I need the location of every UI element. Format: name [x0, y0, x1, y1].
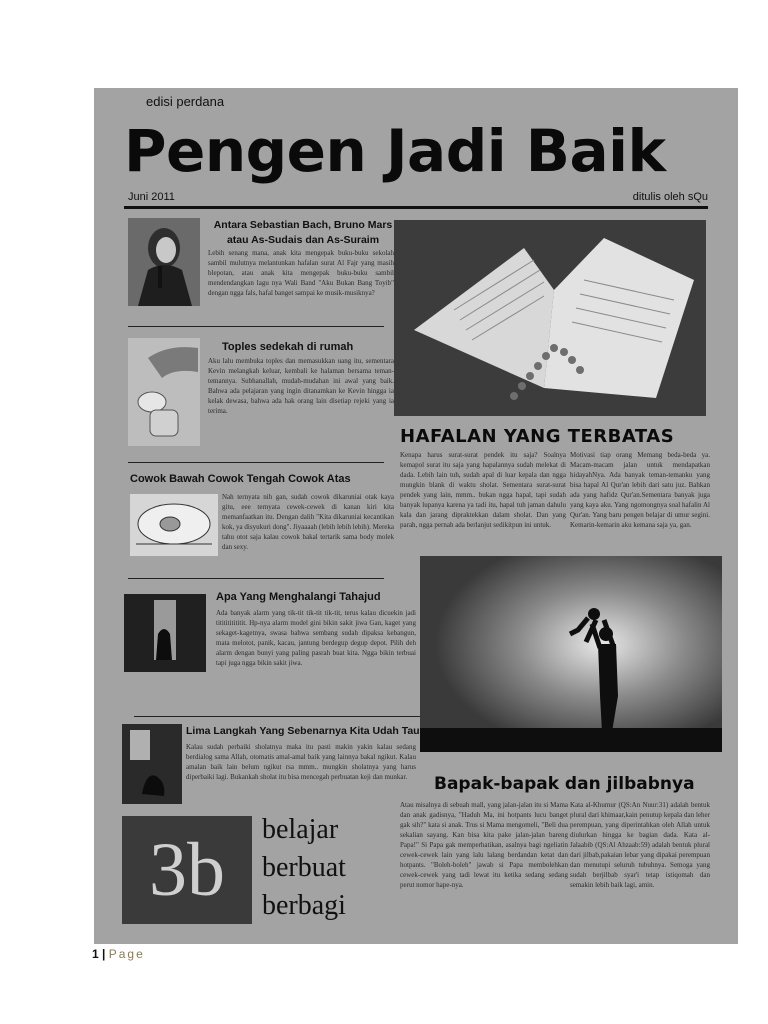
footer-separator: | — [102, 947, 106, 961]
masthead-rule — [124, 206, 708, 209]
bapak-body-left: Atau misalnya di sebuah mall, yang jalan-jalan itu si Mama dan anak gadisnya, "Haduh Ma, ini hotpants lucu banget gak sih?" kata si anak. Trus si Mama mengomeli, "Beli dua sekalian sayang. Kan bisa kita pake jalan-jalan bareng Papa!" Si Papa gak memperhatikan, asalnya bagi ngeliatin cewek-cewek lain yang lalu lalang berdandan ketat dan hotpants. "Boleh-boleh" jawab si Papa membolehkan cewek-cewek yang tadi lewat itu ketika sedang sedang perut nomor hape-nya. — [400, 801, 568, 889]
page-number: 1 — [92, 947, 99, 961]
article-body: Nah ternyata nih gan, sudah cowok dikaruniai otak kaya gitu, eee ternyata cewek-cewek di kanan kiri kita memanfaatkan itu. Dengan dalih "Kita dikaruniai kecantikan kok, ya disyukuri dong". Jiyaaaah (lebih lebih lebih). Mereka tahu otot saja kalau cowok bakal tertarik sama body molek dan sexy. — [222, 493, 394, 551]
article-body: Ada banyak alarm yang tik-tit tik-tit tik-tit, terus kalau dicuekin jadi tititititititit. Hp-nya alarm model gini bikin sakit jiwa Gan, kaget yang sekaget-kagetnya, swasa bahwa sembang sudah dipaksa kebangun, mata melotot, panik, kacau, jantung berdegup degup depot. Pilih deh alarm dengan bunyi yang paling pasrah buat kita. Ngga bikin terbuai tapi juga ngga bikin sakit jiwa. — [216, 609, 416, 667]
article-headline: Antara Sebastian Bach, Bruno Mars atau As-Sudais dan As-Suraim — [213, 219, 393, 246]
divider — [134, 716, 420, 717]
divider — [128, 462, 384, 463]
slogan-line: berbagi — [262, 890, 346, 921]
singer-photo — [128, 218, 200, 306]
divider — [128, 578, 384, 579]
edition-label: edisi perdana — [146, 94, 225, 109]
divider — [128, 326, 384, 327]
page-label: Page — [108, 947, 145, 961]
slogan-line: belajar — [262, 814, 339, 845]
article-headline: Cowok Bawah Cowok Tengah Cowok Atas — [130, 473, 351, 485]
hand-jar-photo — [128, 338, 200, 446]
bapak-headline: Bapak-bapak dan jilbabnya — [434, 774, 695, 794]
article-body: Lebih senang mana, anak kita mengepak buku-buku sekolah sambil mulutnya melantunkan hafalan surat Al Fajr yang masih blepotan, atau anak kita mengepak buku-buku sambil mendendangkan lagu nya Wali Band "Aku Bukan Bang Toyib" dengan ngga fals, hafal banget sampai ke musik-musiknya? — [208, 249, 394, 297]
hafalan-headline: HAFALAN YANG TERBATAS — [400, 426, 675, 447]
quran-photo — [394, 220, 706, 416]
masthead-title: Pengen Jadi Baik — [124, 117, 666, 185]
author-credit: ditulis oleh sQu — [632, 191, 708, 203]
page-footer — [92, 947, 145, 961]
article-headline: Toples sedekah di rumah — [222, 341, 354, 353]
brain-diagram-photo — [130, 494, 218, 556]
issue-date: Juni 2011 — [128, 191, 175, 203]
hafalan-body-right: Motivasi tiap orang Memang beda-beda ya. Macam-macam jalan untuk mendapatkan hidayahNya. Ada banyak teman-temanku yang bisa hapal Al Qur'an lebih dari satu juz. Bahkan ada yang hafidz Qur'an.Sementara banyak juga yang kaya aku. Yang ngomongnya soal hafalin Al Qur'an. Yang baru pengen belajar di umur segini. Kemarin-kemarin aku kemana saja ya, gan. — [570, 451, 710, 529]
article-headline: Apa Yang Menghalangi Tahajud — [216, 591, 381, 603]
father-child-photo — [420, 556, 722, 752]
newspaper-page — [94, 88, 738, 944]
dark-room-photo — [124, 594, 206, 672]
bapak-body-right: Kata al-Khumur (QS:An Nuur:31) adalah bentuk plural dari khimaar,kain penutup kepala dan leher perempuan, yang diperintahkan oleh Allah untuk diulurkan hingga ke bagian dada. Kata al-Jalaabib (QS:Al Ahzaab:59) adalah bentuk plural dari jilbab,pakaian lebar yang dipakai perempuan dan menutupi seluruh tubuhnya. Semoga yang sudah berjilbab syar'i tetap istiqomah dan semakin lebih baik lagi, amin. — [570, 801, 710, 889]
article-body: Kalau sudah perbaiki sholatnya maka itu pasti makin yakin kalau sedang berdialog sama Allah, otomatis amal-amal baik yang lainnya bakal ngikut. Kalau amalan baik lain belum ngikut rsa mmm.. mungkin sholatnya yang harus diperbaiki lagi. Bukankah sholat itu bisa mencegah perbuatan keji dan munkar. — [186, 743, 416, 781]
3b-logo: 3b — [122, 816, 252, 924]
hafalan-body-left: Kenapa harus surat-surat pendek itu saja? Soalnya kemapol surat itu saja yang hapalannya sudah melekat di dada. Lebih lain tuh, sudah apal di luar kepala dan ngga mungkin blank di waktu sholat. Sementara surat-surat pendek yang lain, mmm.. bukan ngga hapal, tapi sudah banyak lupanya karena ya tadi itu, hapal tuh jaman dahulu kala dan jarang dipraktekkan dalam sholat. Dan yang parah, ngga pernah ada berlanjut sedikitpun ini untuk. — [400, 451, 566, 529]
article-body: Aku lalu membuka toples dan memasukkan uang itu, sementara Kevin melangkah keluar, kembali ke halaman bersama teman-temannya. Subhanallah, mudah-mudahan ini awal yang baik. Bahwa ada pelajaran yang ingin ditanamkan ke Kevin hingga ia kelak dewasa, bahwa ada hak orang lain disetiap rejeki yang ia terima. — [208, 357, 394, 415]
prayer-photo — [122, 724, 182, 804]
article-headline: Lima Langkah Yang Sebenarnya Kita Udah Tau — [186, 725, 420, 737]
slogan-line: berbuat — [262, 852, 346, 883]
